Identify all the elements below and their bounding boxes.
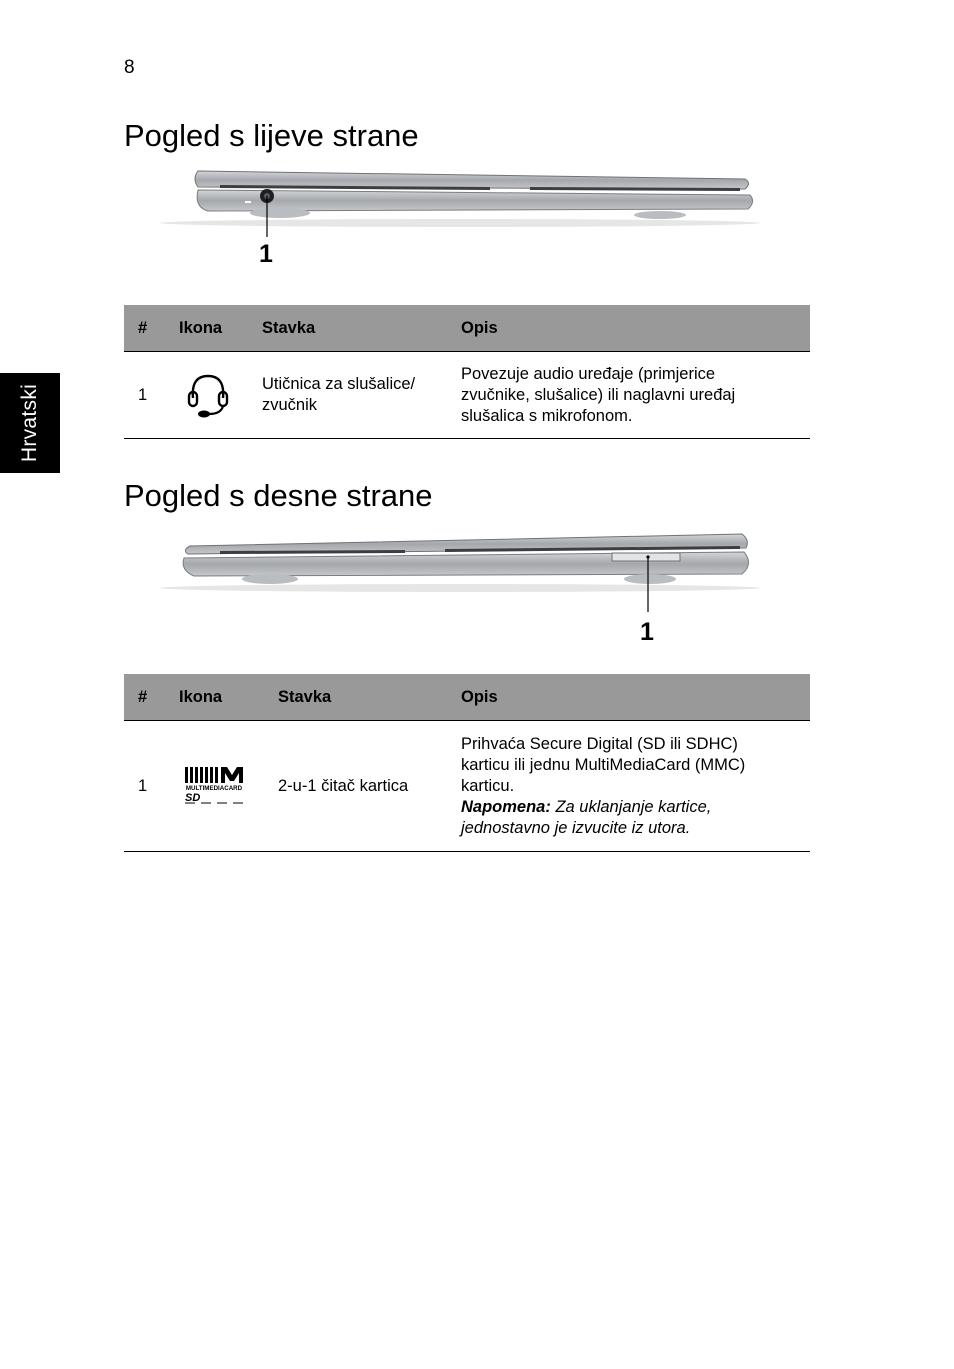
note-label: Napomena: [461,797,551,816]
col-header-number: # [124,674,165,721]
table-row [124,721,810,852]
svg-text:MULTIMEDIACARD: MULTIMEDIACARD [185,785,243,792]
row-description [447,721,810,852]
note-text: Za uklanjanje kartice, jednostavno je izvucite iz utora. [461,797,712,837]
page-number: 8 [124,57,135,78]
note [461,797,786,839]
table-header-row [124,674,810,721]
row-item: Utičnica za slušalice/ zvučnik [248,352,447,439]
row-item: 2-u-1 čitač kartica [264,721,447,852]
col-header-icon: Ikona [165,305,248,352]
col-header-number: # [124,305,165,352]
col-header-item: Stavka [264,674,447,721]
table-header-row [124,305,810,352]
col-header-icon: Ikona [165,674,264,721]
headset-icon [185,370,231,420]
table-row [124,352,810,439]
right-view-table [124,674,810,852]
left-view-table [124,305,810,439]
laptop-right-side-image [160,528,770,618]
right-callout-number: 1 [640,618,654,646]
language-side-tab [0,373,60,473]
description-text: Prihvaća Secure Digital (SD ili SDHC) karticu ili jednu MultiMediaCard (MMC) karticu. [461,734,746,795]
left-callout-number: 1 [259,240,273,268]
laptop-left-side-image [160,165,770,240]
left-view-title: Pogled s lijeve strane [124,118,419,153]
col-header-description: Opis [447,305,810,352]
col-header-item: Stavka [248,305,447,352]
language-label: Hrvatski [18,383,41,463]
col-header-description: Opis [447,674,810,721]
right-view-title: Pogled s desne strane [124,478,433,513]
mmc-sd-card-icon [183,765,249,805]
row-description: Povezuje audio uređaje (primjerice zvučnike, slušalice) ili naglavni uređaj slušalica s mikrofonom. [447,352,810,439]
row-icon-cell [165,721,264,852]
row-number: 1 [124,352,165,439]
row-number: 1 [124,721,165,852]
row-icon-cell [165,352,248,439]
svg-text:SD: SD [185,792,201,804]
